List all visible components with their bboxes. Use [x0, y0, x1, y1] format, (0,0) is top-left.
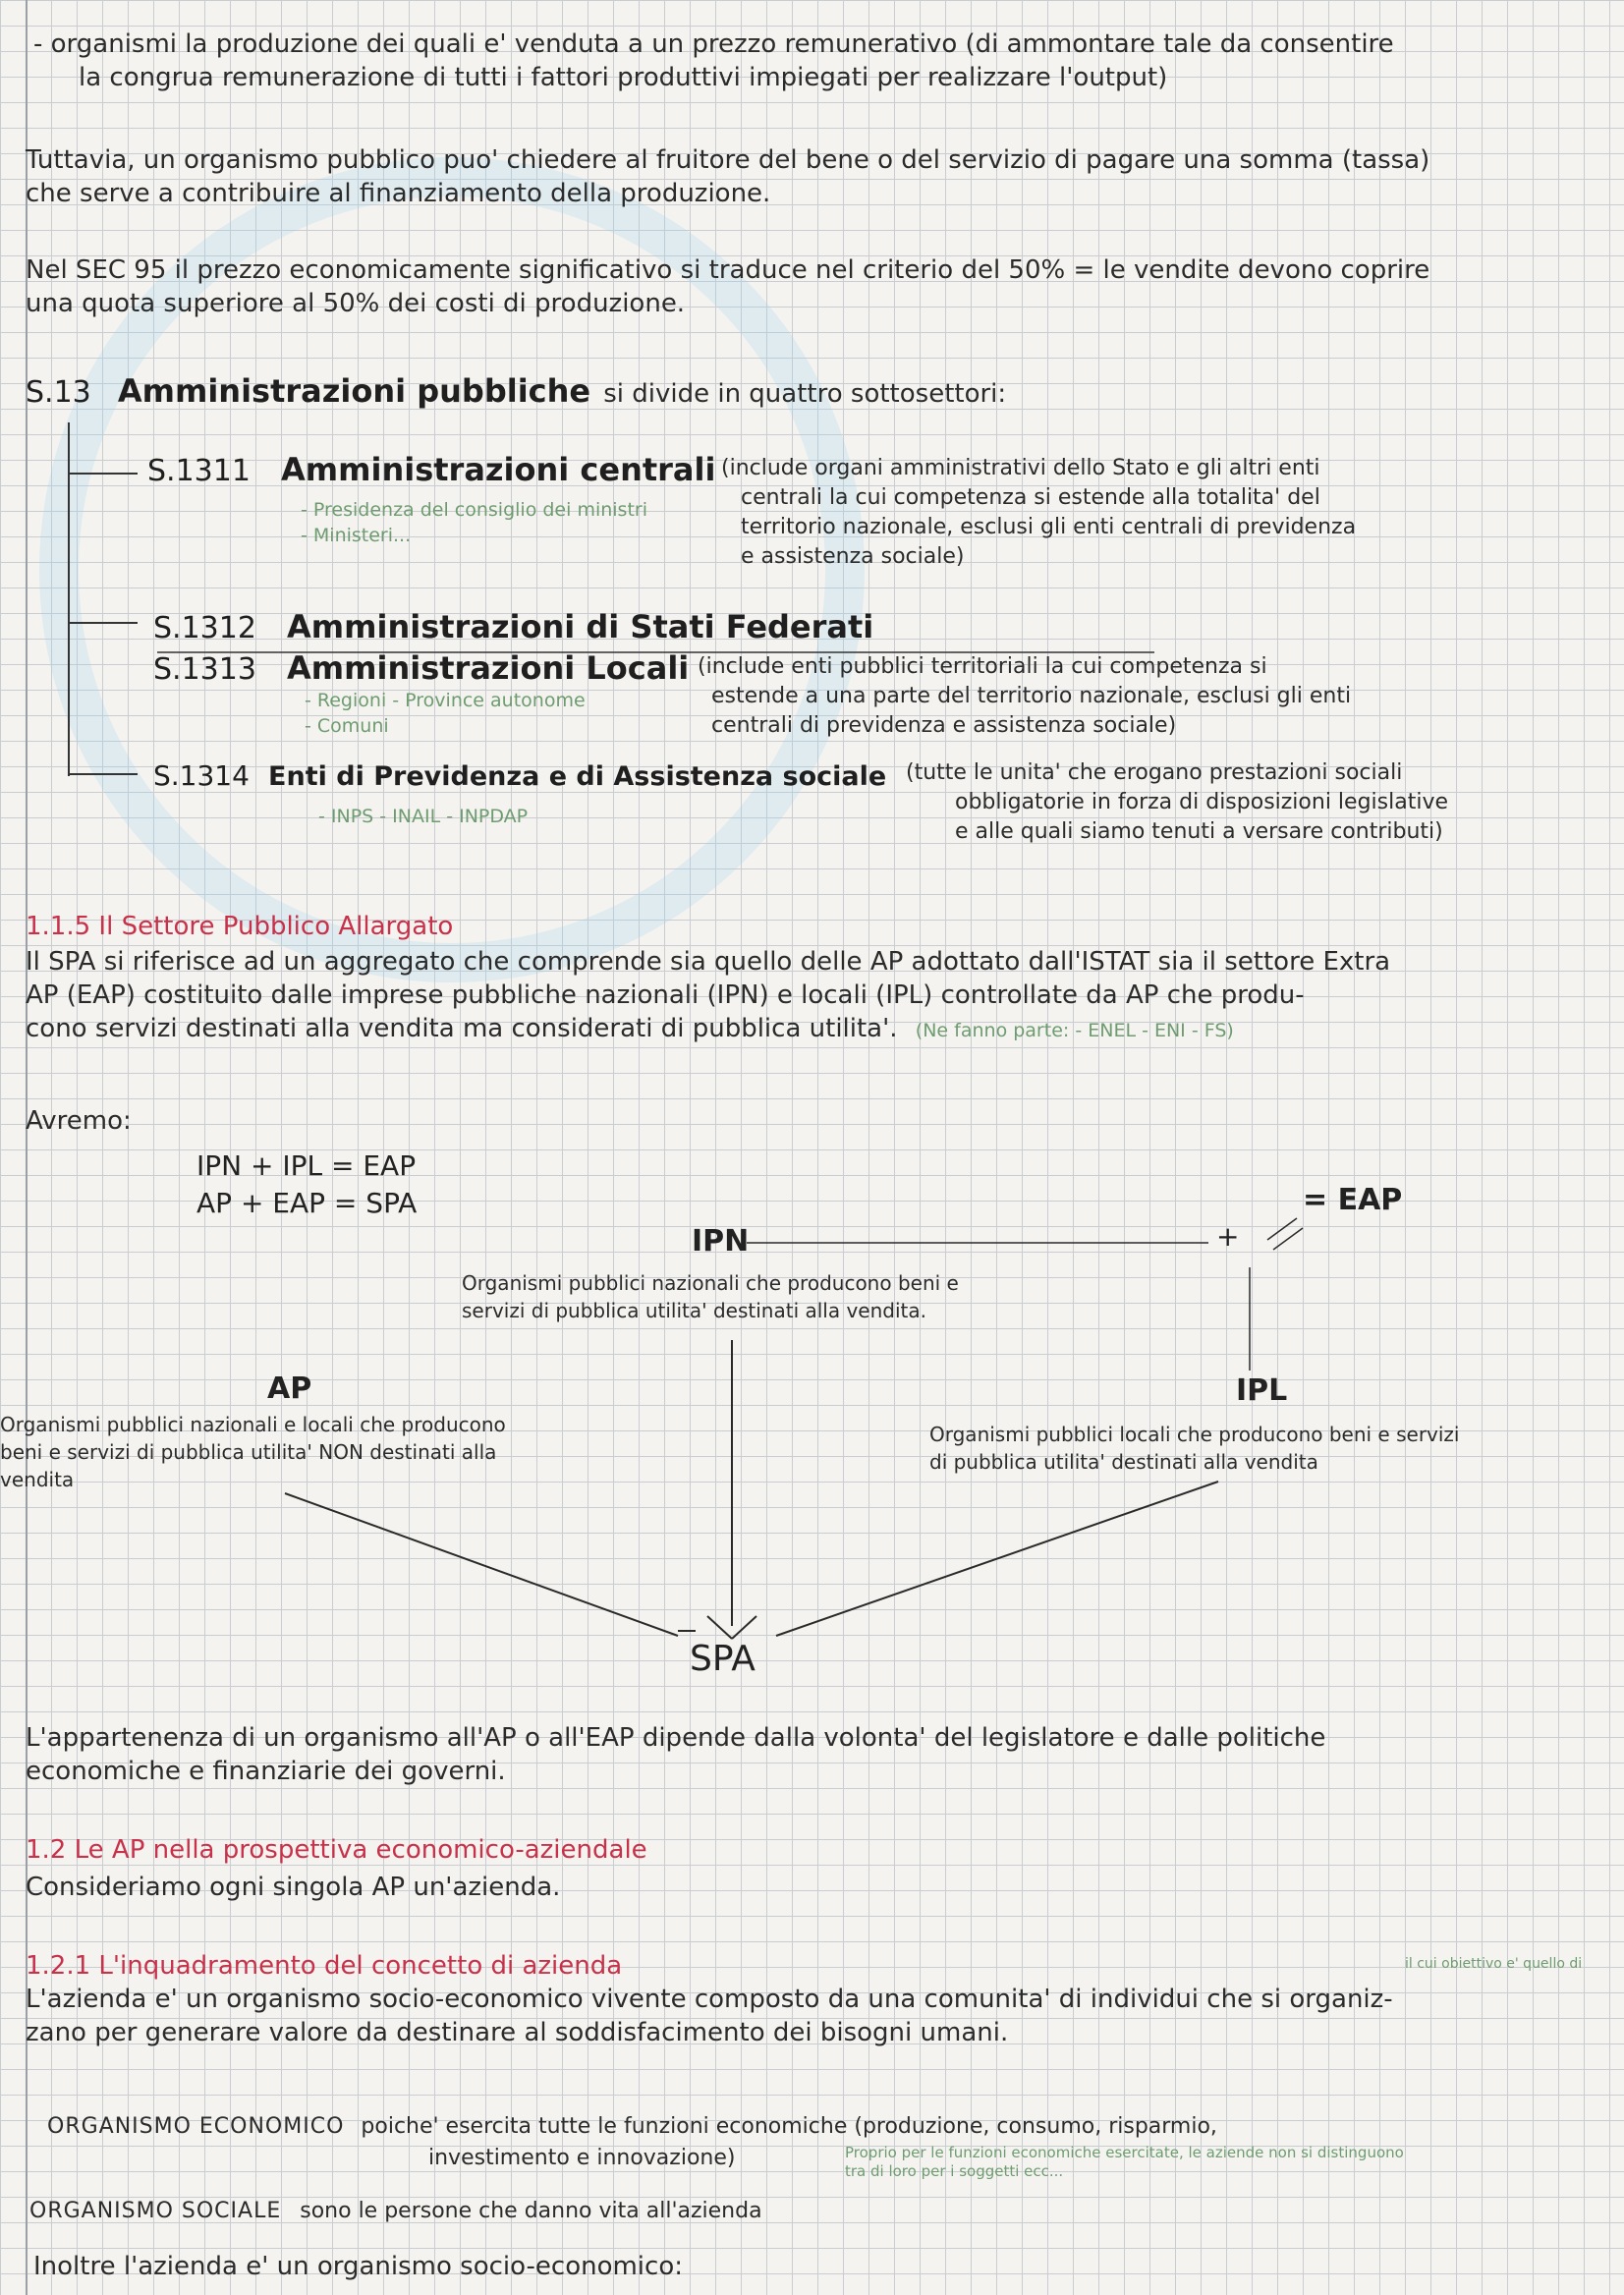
desc-line: centrali di previdenza e assistenza sociale): [711, 713, 1177, 738]
paragraph-appartenenza: [26, 1721, 1597, 1788]
note-line: - INPS - INAIL - INPDAP: [318, 806, 529, 827]
organismo-economico-row: [47, 2112, 1217, 2142]
organismo-sociale-label: ORGANISMO SOCIALE: [29, 2199, 282, 2223]
organismo-economico-cont: investimento e innovazione): [428, 2146, 736, 2170]
organismo-sociale-row: [29, 2197, 762, 2226]
s1313-title: Amministrazioni Locali: [287, 649, 690, 687]
note-line: - Regioni - Province autonome: [305, 690, 586, 711]
note-line: tra di loro per i soggetti ecc...: [845, 2162, 1064, 2180]
section-1-2-1-heading: 1.2.1 L'inquadramento del concetto di azienda: [26, 1951, 623, 1981]
side-note: il cui obiettivo e' quello di: [1405, 1956, 1583, 1972]
note-line: - Comuni: [305, 715, 389, 737]
desc-line: di pubblica utilita' destinati alla vendita: [929, 1450, 1318, 1474]
organismo-sociale-text: sono le persone che danno vita all'azienda: [300, 2199, 762, 2223]
desc-line: centrali la cui competenza si estende alla totalita' del: [741, 485, 1320, 510]
note-line: - Presidenza del consiglio dei ministri: [301, 499, 647, 521]
s1312-title: Amministrazioni di Stati Federati: [287, 608, 874, 645]
node-ipl: IPL: [1236, 1373, 1288, 1408]
section-1-2-body: Consideriamo ogni singola AP un'azienda.: [26, 1873, 561, 1902]
node-ipn-desc: [462, 1269, 1071, 1324]
s1312-code: S.1312: [153, 611, 256, 645]
s1314-code: S.1314: [153, 759, 250, 792]
desc-line: estende a una parte del territorio nazionale, esclusi gli enti: [711, 684, 1352, 708]
text-line: una quota superiore al 50% dei costi di produzione.: [26, 289, 686, 318]
text-span: cono servizi destinati alla vendita ma considerati di pubblica utilita'.: [26, 1014, 898, 1043]
s1313-code: S.1313: [153, 652, 256, 687]
organismo-economico-text: poiche' esercita tutte le funzioni economiche (produzione, consumo, risparmio,: [361, 2114, 1217, 2139]
note-line: - Ministeri...: [301, 525, 412, 546]
formula-ap-eap: AP + EAP = SPA: [196, 1187, 418, 1219]
text-line: AP (EAP) costituito dalle imprese pubbliche nazionali (IPN) e locali (IPL) controllate da AP che produ-: [26, 980, 1305, 1010]
text-line: economiche e finanziarie dei governi.: [26, 1757, 506, 1786]
desc-line: territorio nazionale, esclusi gli enti centrali di previdenza: [741, 515, 1357, 539]
desc-line: Organismi pubblici nazionali che producono beni e: [462, 1271, 959, 1295]
desc-line: (include organi amministrativi dello Stato e gli altri enti: [721, 456, 1320, 480]
text-line: Nel SEC 95 il prezzo economicamente significativo si traduce nel criterio del 50% = le vendite devono coprire: [26, 255, 1430, 285]
organismo-economico-note: [845, 2144, 1611, 2181]
last-line: Inoltre l'azienda e' un organismo socio-economico:: [33, 2252, 683, 2281]
node-eap: = EAP: [1303, 1183, 1403, 1217]
s13-title: Amministrazioni pubbliche: [117, 372, 591, 410]
desc-line: Organismi pubblici locali che producono beni e servizi: [929, 1423, 1460, 1446]
text-line: - organismi la produzione dei quali e' venduta a un prezzo remunerativo (di ammontare tale da consentire: [33, 29, 1394, 59]
section-1-2-heading: 1.2 Le AP nella prospettiva economico-aziendale: [26, 1835, 647, 1865]
desc-line: e assistenza sociale): [741, 544, 965, 569]
desc-line: (tutte le unita' che erogano prestazioni sociali: [906, 760, 1403, 785]
desc-line: beni e servizi di pubblica utilita' NON destinati alla: [0, 1440, 497, 1464]
text-line: Tuttavia, un organismo pubblico puo' chiedere al fruitore del bene o del servizio di pagare una somma (tassa): [26, 145, 1430, 175]
text-line: la congrua remunerazione di tutti i fattori produttivi impiegati per realizzare l'output): [79, 63, 1168, 92]
node-ipn: IPN: [692, 1224, 750, 1259]
desc-line: Organismi pubblici nazionali e locali che producono: [0, 1413, 506, 1436]
desc-line: servizi di pubblica utilita' destinati alla vendita.: [462, 1299, 926, 1322]
section-1-2-1-body: [26, 1983, 1607, 2049]
s1311-title: Amministrazioni centrali: [281, 451, 716, 488]
green-note: (Ne fanno parte: - ENEL - ENI - FS): [915, 1020, 1234, 1041]
text-line: zano per generare valore da destinare al soddisfacimento dei bisogni umani.: [26, 2018, 1009, 2047]
text-line: L'appartenenza di un organismo all'AP o all'EAP dipende dalla volonta' del legislatore e dalle politiche: [26, 1723, 1326, 1753]
diagram-plus: +: [1216, 1220, 1240, 1253]
organismo-economico-label: ORGANISMO ECONOMICO: [47, 2114, 345, 2139]
text-line: L'azienda e' un organismo socio-economico vivente composto da una comunita' di individui che si organiz-: [26, 1985, 1393, 2014]
note-line: Proprio per le funzioni economiche esercitate, le aziende non si distinguono: [845, 2144, 1404, 2161]
node-ipl-desc: [929, 1421, 1607, 1476]
section-1-1-5-heading: 1.1.5 Il Settore Pubblico Allargato: [26, 912, 454, 941]
s13-code: S.13: [26, 375, 91, 410]
node-ap-desc: [0, 1411, 668, 1493]
node-spa: SPA: [690, 1639, 756, 1679]
text-line: che serve a contribuire al finanziamento della produzione.: [26, 179, 771, 208]
avremo-label: Avremo:: [26, 1106, 132, 1136]
formula-ipn-ipl: IPN + IPL = EAP: [196, 1149, 417, 1182]
s1311-code: S.1311: [147, 454, 251, 488]
s1314-title: Enti di Previdenza e di Assistenza sociale: [268, 761, 887, 792]
desc-line: (include enti pubblici territoriali la cui competenza si: [698, 654, 1267, 679]
node-ap: AP: [267, 1371, 312, 1406]
text-line: Il SPA si riferisce ad un aggregato che comprende sia quello delle AP adottato dall'ISTAT sia il settore Extra: [26, 947, 1391, 977]
desc-line: e alle quali siamo tenuti a versare contributi): [955, 819, 1443, 844]
desc-line: obbligatorie in forza di disposizioni legislative: [955, 790, 1449, 814]
desc-line: vendita: [0, 1468, 75, 1491]
s13-rest: si divide in quattro sottosettori:: [603, 379, 1007, 409]
